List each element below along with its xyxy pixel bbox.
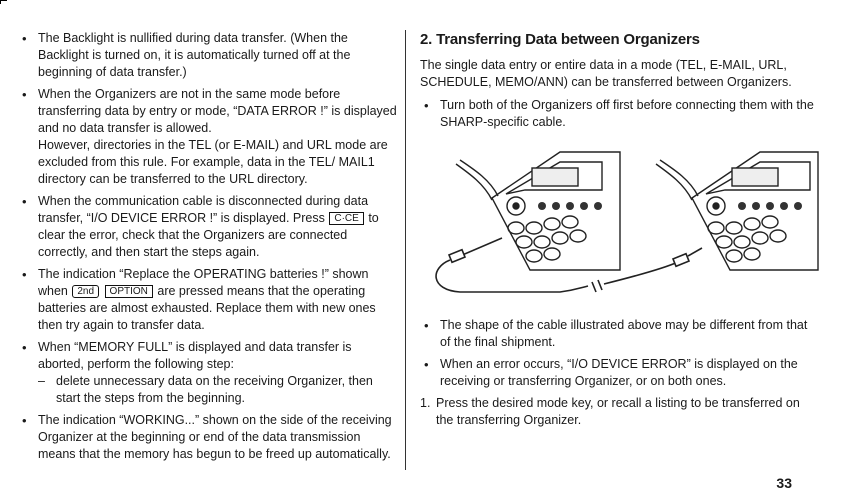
crop-mark <box>0 0 7 4</box>
list-item: • Turn both of the Organizers off first before connecting them with the SHARP-specific cable. <box>420 97 820 131</box>
list-item: • The shape of the cable illustrated above may be different from that of the final shipment. <box>420 317 820 351</box>
page-number: 33 <box>776 475 792 491</box>
list-item <box>18 266 398 334</box>
step-item <box>420 395 820 429</box>
note-text: When the communication cable is disconnected during data transfer, “I/O DEVICE ERROR !” is displayed. Press <box>38 194 369 225</box>
right-column <box>420 30 820 429</box>
section-heading: 2. Transferring Data between Organizers <box>420 31 700 48</box>
steps-list <box>420 395 820 429</box>
list-item <box>18 412 398 463</box>
note-text: The Backlight is nullified during data transfer. (When the Backlight is turned on, it is automatically turned off at the beginning of data transfer.) <box>38 31 351 79</box>
list-item <box>18 86 398 188</box>
option-key-icon: OPTION <box>105 285 153 298</box>
list-item <box>18 30 398 81</box>
intro-paragraph: The single data entry or entire data in a mode (TEL, E-MAIL, URL, SCHEDULE, MEMO/ANN) can be transferred between Organizers. <box>420 58 792 89</box>
list-item <box>18 193 398 261</box>
note-text-cont: to clear the error, check that the Organizers are connected correctly, and then start the steps again. <box>38 211 379 259</box>
organizer-cable-illustration <box>420 150 820 300</box>
sub-list <box>38 373 398 407</box>
list-item: • When an error occurs, “I/O DEVICE ERROR” is displayed on the receiving or transferring Organizer, or on both ones. <box>420 356 820 390</box>
list-item <box>18 339 398 407</box>
top-bullet-list <box>420 97 820 131</box>
column-divider <box>405 30 406 470</box>
notes-list <box>18 30 398 463</box>
bottom-bullet-list <box>420 317 820 390</box>
step-number: 1. <box>420 396 431 410</box>
note-text: When “MEMORY FULL” is displayed and data transfer is aborted, perform the following step: <box>38 340 352 371</box>
cce-key-icon: C·CE <box>329 212 363 225</box>
note-text-cont: are pressed means that the operating batteries are almost exhausted. Replace them with new ones then try again to transfer data. <box>38 284 376 332</box>
left-organizer-illustration <box>456 152 620 270</box>
note-extra: However, directories in the TEL (or E-MAIL) and URL mode are excluded from this rule. For example, data in the TEL/ MAIL1 directory can be transferred to the URL directory. <box>38 138 388 186</box>
note-text: The indication “Replace the OPERATING batteries !” shown when <box>38 267 369 298</box>
right-organizer-illustration <box>656 152 818 270</box>
left-column <box>18 30 398 468</box>
sub-list-item: – delete unnecessary data on the receiving Organizer, then start the steps from the beginning. <box>38 373 398 407</box>
2nd-key-icon: 2nd <box>72 285 99 298</box>
note-text: The indication “WORKING...” shown on the side of the receiving Organizer at the beginning or end of the data transmission means that the memory has begun to be freed up automatically. <box>38 413 392 461</box>
note-text: When the Organizers are not in the same mode before transferring data by entry or mode, “DATA ERROR !” is displayed and no data transfer is allowed. <box>38 87 397 135</box>
step-text: Press the desired mode key, or recall a listing to be transferred on the transferring Organizer. <box>436 396 800 427</box>
